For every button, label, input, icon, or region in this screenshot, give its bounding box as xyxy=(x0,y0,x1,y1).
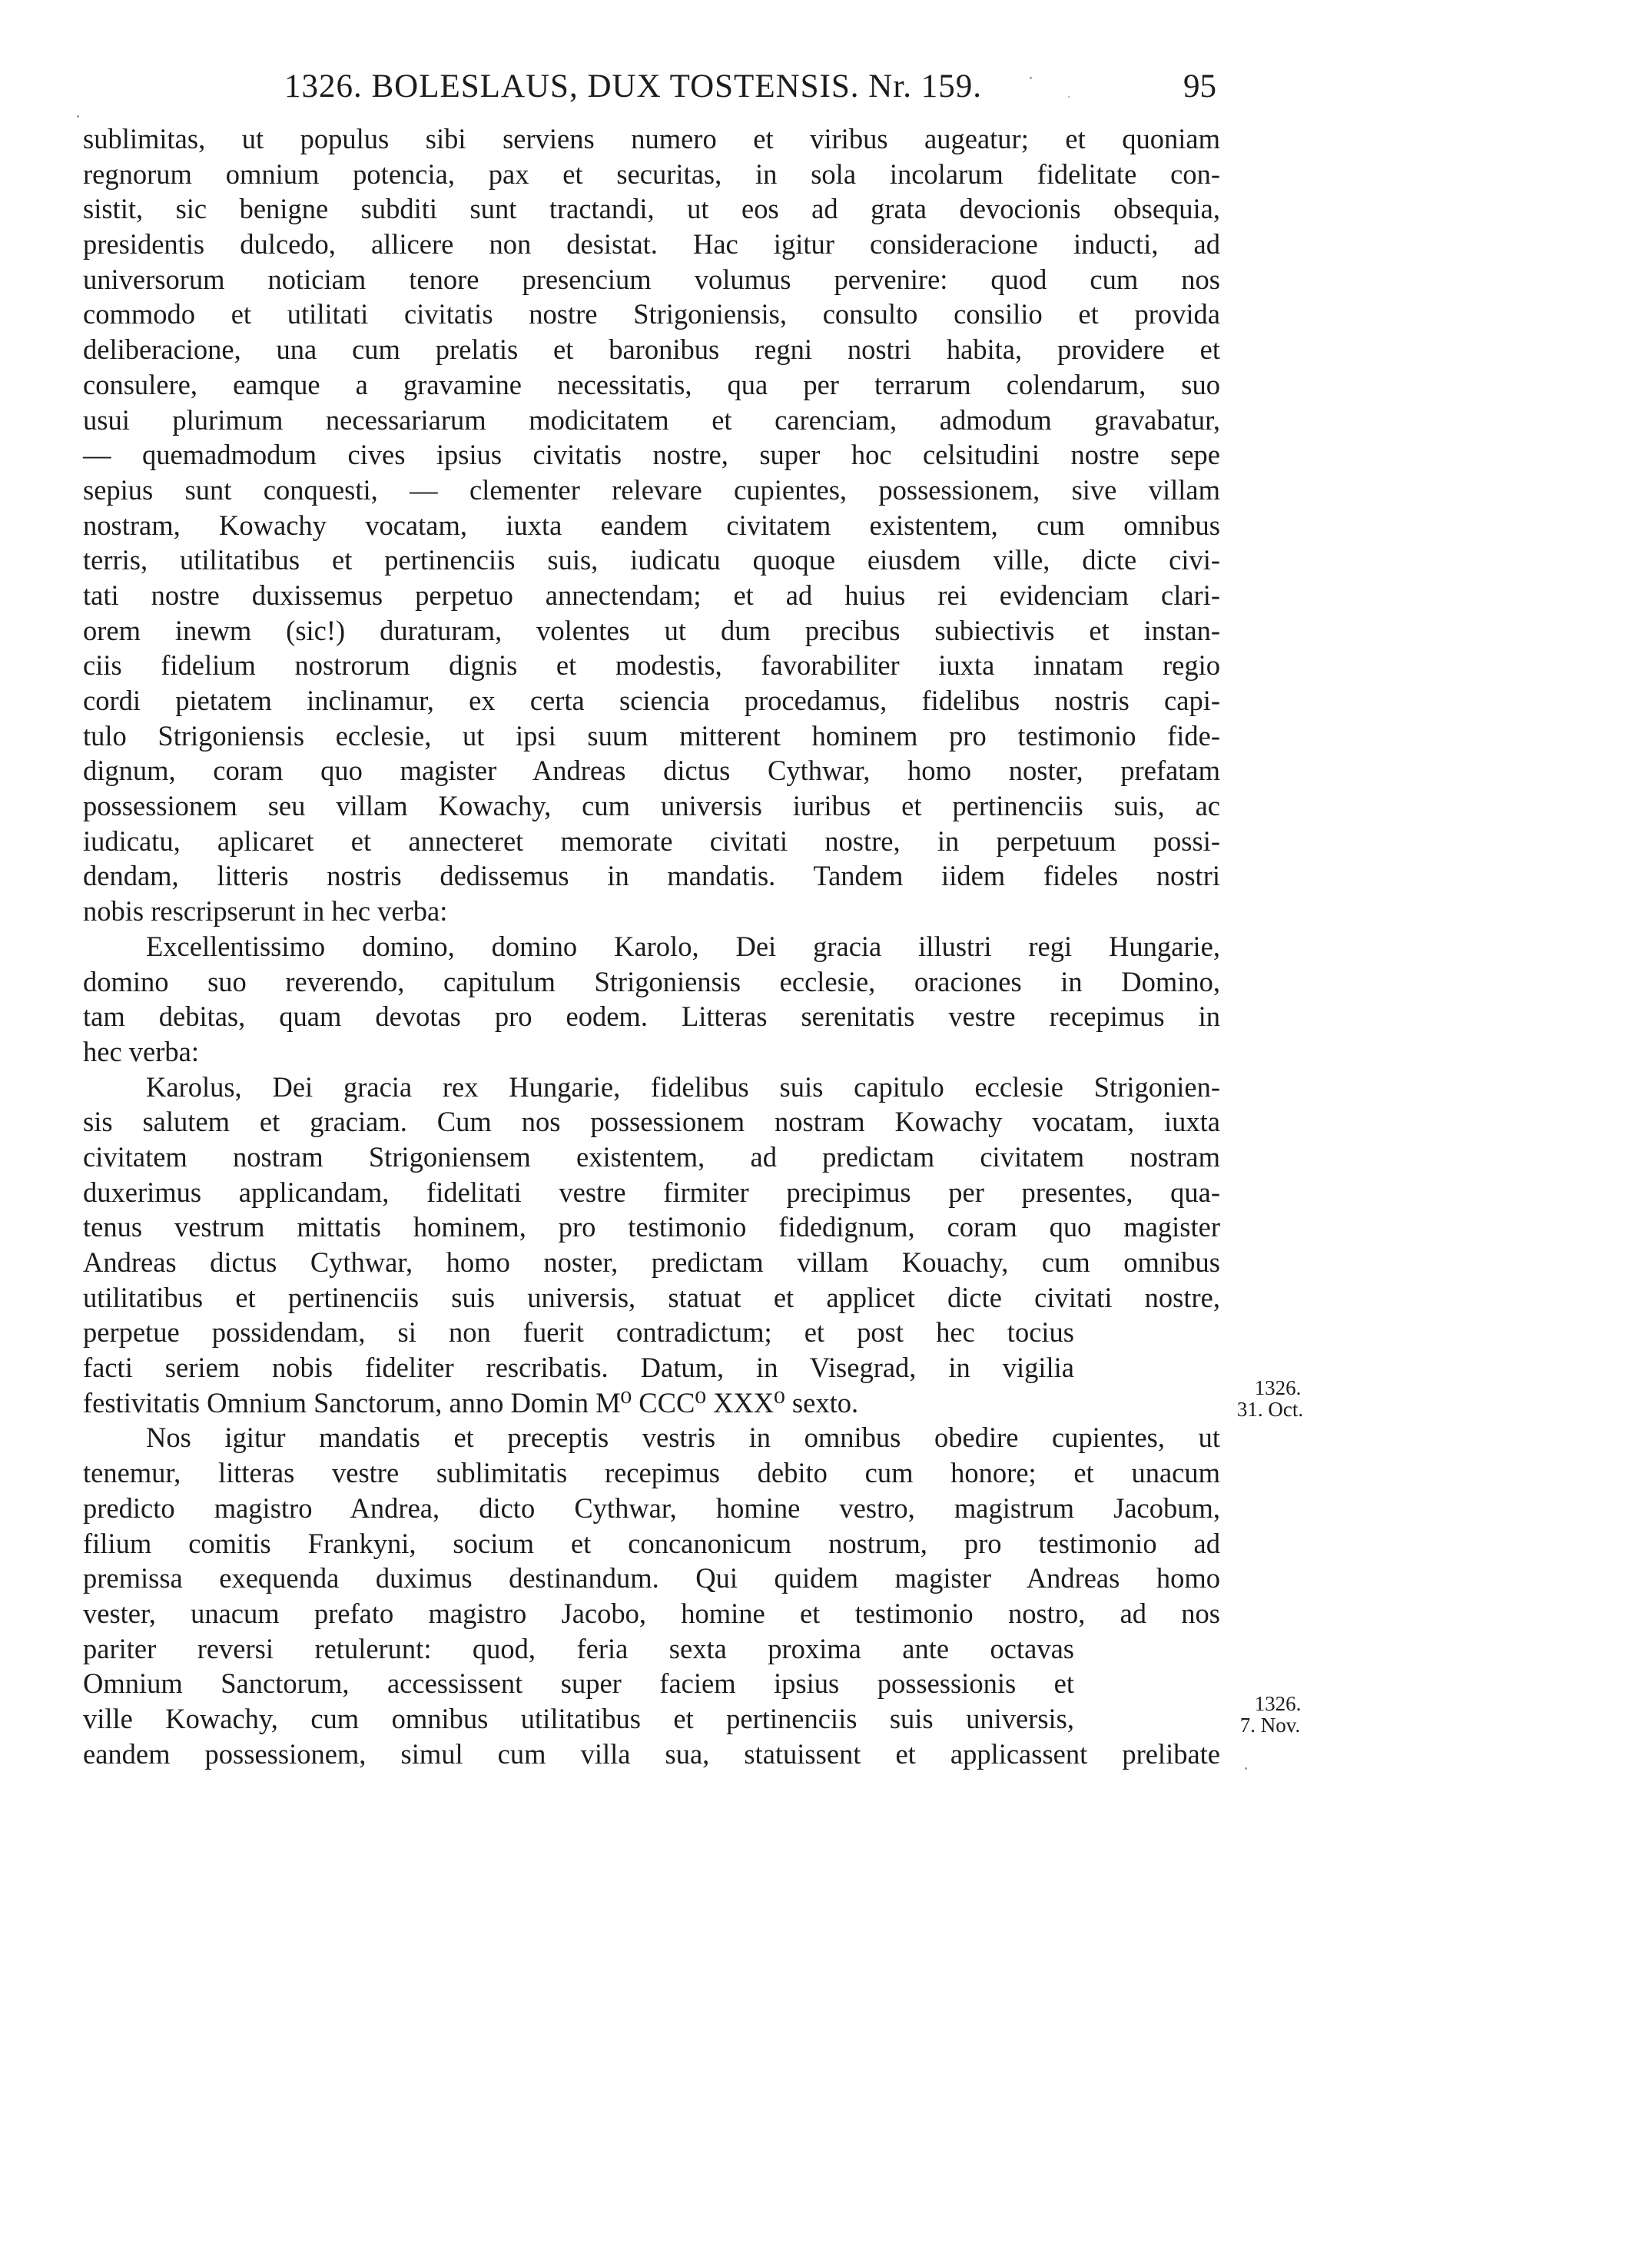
text-line: perpetue possidendam, si non fuerit contradictum; et post hec tocius xyxy=(83,1316,1074,1349)
text-line: terris, utilitatibus et pertinenciis suis, iudicatu quoque eiusdem ville, dicte civi- xyxy=(83,544,1220,576)
text-line: eandem possessionem, simul cum villa sua, statuissent et applicassent prelibate xyxy=(83,1737,1220,1770)
text-line: domino suo reverendo, capitulum Strigoniensis ecclesie, oraciones in Domino, xyxy=(83,965,1220,997)
text-line: commodo et utilitati civitatis nostre Strigoniensis, consulto consilio et provida xyxy=(83,298,1220,330)
text-line: Karolus, Dei gracia rex Hungarie, fidelibus suis capitulo ecclesie Strigonien- xyxy=(146,1070,1220,1103)
text-line: dendam, litteris nostris dedissemus in mandatis. Tandem iidem fideles nostri xyxy=(83,860,1220,892)
text-line: sistit, sic benigne subditi sunt tractandi, ut eos ad grata devocionis obsequia, xyxy=(83,193,1220,225)
text-line: ville Kowachy, cum omnibus utilitatibus et pertinenciis suis universis, xyxy=(83,1702,1074,1734)
margin-date-year: 1326. xyxy=(1254,1692,1302,1715)
running-title: 1326. BOLESLAUS, DUX TOSTENSIS. Nr. 159. xyxy=(284,68,983,105)
text-line: vester, unacum prefato magistro Jacobo, homine et testimonio nostro, ad nos xyxy=(83,1597,1220,1629)
text-line: sis salutem et graciam. Cum nos possessionem nostram Kowachy vocatam, iuxta xyxy=(83,1106,1220,1138)
text-line: — quemadmodum cives ipsius civitatis nostre, super hoc celsitudini nostre sepe xyxy=(83,439,1220,471)
text-line: orem inewm (sic!) duraturam, volentes ut dum precibus subiectivis et instan- xyxy=(83,614,1220,646)
text-line: premissa exequenda duximus destinandum. Qui quidem magister Andreas homo xyxy=(83,1562,1220,1594)
text-line: iudicatu, aplicaret et annecteret memorate civitati nostre, in perpetuum possi- xyxy=(83,825,1220,857)
body-text xyxy=(83,121,1304,1771)
text-line: nostram, Kowachy vocatam, iuxta eandem civitatem existentem, cum omnibus xyxy=(83,509,1220,541)
text-line: possessionem seu villam Kowachy, cum universis iuribus et pertinenciis suis, ac xyxy=(83,790,1220,822)
text-line: tati nostre duxissemus perpetuo annectendam; et ad huius rei evidenciam clari- xyxy=(83,579,1220,611)
text-line: facti seriem nobis fideliter rescribatis. Datum, in Visegrad, in vigilia xyxy=(83,1352,1074,1384)
margin-date xyxy=(1209,1377,1332,1420)
text-line: Omnium Sanctorum, accessissent super faciem ipsius possessionis et xyxy=(83,1667,1074,1700)
page-number: 95 xyxy=(1183,68,1216,105)
running-head xyxy=(0,68,1652,114)
text-line: Nos igitur mandatis et preceptis vestris in omnibus obedire cupientes, ut xyxy=(146,1422,1220,1454)
text-line: sepius sunt conquesti, — clementer relevare cupientes, possessionem, sive villam xyxy=(83,473,1220,506)
text-line: ciis fidelium nostrorum dignis et modestis, favorabiliter iuxta innatam regio xyxy=(83,649,1220,682)
text-line: utilitatibus et pertinenciis suis universis, statuat et applicet dicte civitati nostre, xyxy=(83,1281,1220,1313)
text-line: presidentis dulcedo, allicere non desistat. Hac igitur consideracione inducti, ad xyxy=(83,228,1220,260)
text-line: filium comitis Frankyni, socium et concanonicum nostrum, pro testimonio ad xyxy=(83,1527,1220,1559)
text-line: Andreas dictus Cythwar, homo noster, predictam villam Kouachy, cum omnibus xyxy=(83,1246,1220,1278)
margin-date-day: 7. Nov. xyxy=(1239,1714,1301,1737)
scan-speck xyxy=(77,115,79,118)
text-line: cordi pietatem inclinamur, ex certa sciencia procedamus, fidelibus nostris capi- xyxy=(83,685,1220,716)
text-line: nobis rescripserunt in hec verba: xyxy=(83,895,448,927)
margin-date xyxy=(1209,1693,1332,1736)
text-line: universorum noticiam tenore presencium volumus pervenire: quod cum nos xyxy=(83,263,1220,295)
text-line: consulere, eamque a gravamine necessitatis, qua per terrarum colendarum, suo xyxy=(83,368,1220,400)
text-line: tenus vestrum mittatis hominem, pro testimonio fidedignum, coram quo magister xyxy=(83,1211,1220,1243)
text-line: sublimitas, ut populus sibi serviens numero et viribus augeatur; et quoniam xyxy=(83,123,1220,154)
scan-speck xyxy=(1245,1767,1247,1770)
scan-speck xyxy=(1030,77,1032,79)
scan-speck xyxy=(1068,96,1070,98)
text-line: duxerimus applicandam, fidelitati vestre firmiter precipimus per presentes, qua- xyxy=(83,1176,1220,1208)
text-line: usui plurimum necessariarum modicitatem et carenciam, admodum gravabatur, xyxy=(83,403,1220,436)
text-line: predicto magistro Andrea, dicto Cythwar, homine vestro, magistrum Jacobum, xyxy=(83,1492,1220,1524)
text-line: regnorum omnium potencia, pax et securitas, in sola incolarum fidelitate con- xyxy=(83,158,1220,190)
text-line: tulo Strigoniensis ecclesie, ut ipsi suum mitterent hominem pro testimonio fide- xyxy=(83,719,1220,752)
text-line: festivitatis Omnium Sanctorum, anno Domin M⁰ CCC⁰ XXX⁰ sexto. xyxy=(83,1386,859,1419)
margin-date-day: 31. Oct. xyxy=(1236,1398,1304,1421)
text-line: deliberacione, una cum prelatis et baronibus regni nostri habita, providere et xyxy=(83,333,1220,366)
text-line: civitatem nostram Strigoniensem existentem, ad predictam civitatem nostram xyxy=(83,1140,1220,1173)
text-line: pariter reversi retulerunt: quod, feria sexta proxima ante octavas xyxy=(83,1632,1074,1664)
text-line: Excellentissimo domino, domino Karolo, Dei gracia illustri regi Hungarie, xyxy=(146,930,1220,962)
margin-date-year: 1326. xyxy=(1254,1376,1302,1399)
text-line: tenemur, litteras vestre sublimitatis recepimus debito cum honore; et unacum xyxy=(83,1457,1220,1489)
text-line: dignum, coram quo magister Andreas dictus Cythwar, homo noster, prefatam xyxy=(83,755,1220,787)
text-line: hec verba: xyxy=(83,1035,199,1067)
text-line: tam debitas, quam devotas pro eodem. Litteras serenitatis vestre recepimus in xyxy=(83,1000,1220,1033)
